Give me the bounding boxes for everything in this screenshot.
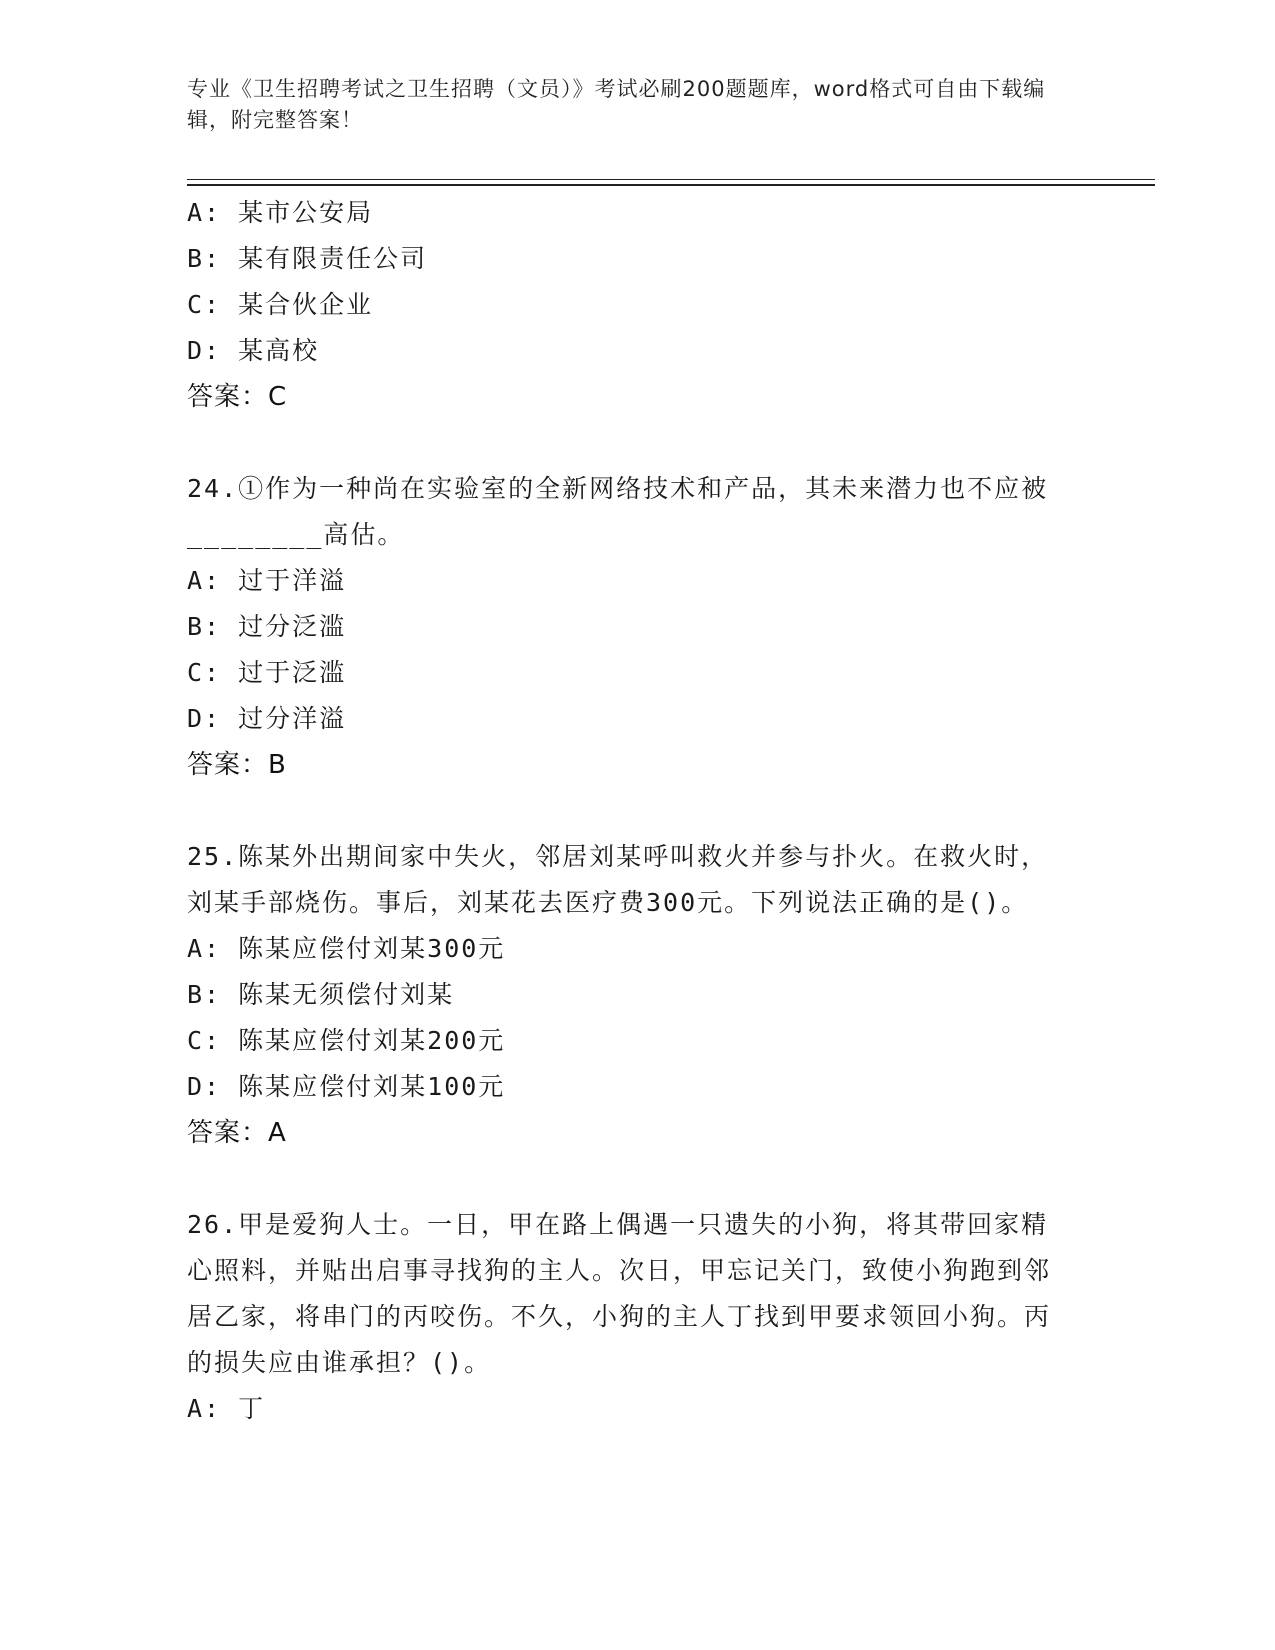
- option-a: A: 陈某应偿付刘某300元: [187, 934, 506, 963]
- option-d: D: 过分洋溢: [187, 704, 347, 733]
- question-block-24: [187, 466, 1087, 788]
- option-d: D: 陈某应偿付刘某100元: [187, 1072, 506, 1101]
- option-a: A: 过于洋溢: [187, 566, 347, 595]
- header-divider-thin: [187, 179, 1155, 180]
- question-text: 26.甲是爱狗人士。一日，甲在路上偶遇一只遗失的小狗，将其带回家精心照料，并贴出启事寻找狗的主人。次日，甲忘记关门，致使小狗跑到邻居乙家，将串门的丙咬伤。不久，小狗的主人丁找到甲要求领回小狗。丙的损失应由谁承担？()。: [187, 1210, 1052, 1377]
- option-b: B: 过分泛滥: [187, 612, 347, 641]
- question-text: 24.①作为一种尚在实验室的全新网络技术和产品，其未来潜力也不应被________高估。: [187, 474, 1049, 549]
- question-list: [187, 190, 1087, 1432]
- answer-line: 答案：C: [187, 382, 288, 412]
- question-block-26: [187, 1202, 1087, 1432]
- option-b: B: 某有限责任公司: [187, 244, 428, 273]
- option-c: C: 陈某应偿付刘某200元: [187, 1026, 506, 1055]
- question-block-23: [187, 190, 1087, 420]
- header-divider-thick: [187, 184, 1155, 186]
- option-c: C: 某合伙企业: [187, 290, 374, 319]
- option-b: B: 陈某无须偿付刘某: [187, 980, 455, 1009]
- answer-line: 答案：B: [187, 750, 287, 780]
- option-d: D: 某高校: [187, 336, 320, 365]
- question-text: 25.陈某外出期间家中失火，邻居刘某呼叫救火并参与扑火。在救火时，刘某手部烧伤。事后，刘某花去医疗费300元。下列说法正确的是()。: [187, 842, 1049, 917]
- answer-line: 答案：A: [187, 1118, 287, 1148]
- document-header: 专业《卫生招聘考试之卫生招聘（文员）》考试必刷200题题库，word格式可自由下载编辑，附完整答案！: [187, 77, 1046, 132]
- option-a: A: 某市公安局: [187, 198, 374, 227]
- option-a: A: 丁: [187, 1394, 266, 1423]
- question-block-25: [187, 834, 1087, 1156]
- option-c: C: 过于泛滥: [187, 658, 347, 687]
